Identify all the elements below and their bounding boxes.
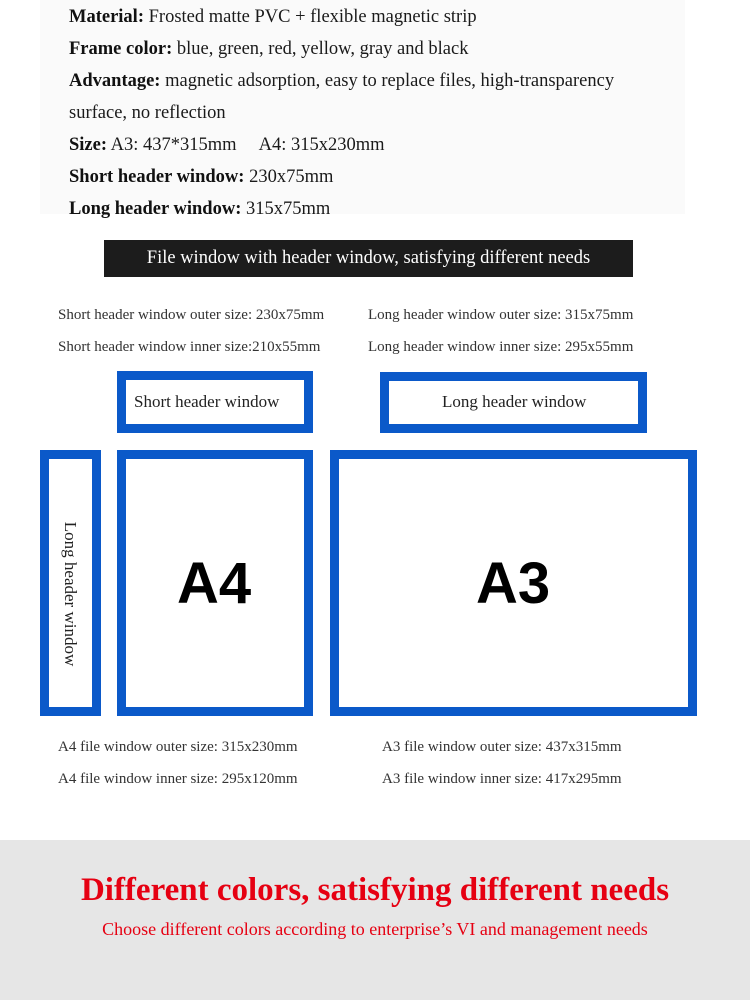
- long-header-window-label: Long header window: [442, 392, 587, 411]
- colors-section-title: Different colors, satisfying different needs: [80, 872, 670, 908]
- spec-value: 315x75mm: [241, 199, 331, 219]
- spec-label: Long header window:: [69, 199, 242, 219]
- spec-long-header: [69, 197, 330, 221]
- a3-size-label: A3: [476, 551, 551, 616]
- section-banner: File window with header window, satisfying different needs: [104, 240, 633, 277]
- a4-size-label: A4: [177, 551, 252, 616]
- spec-value: blue, green, red, yellow, gray and black: [172, 39, 469, 59]
- a4-inner-size: A4 file window inner size: 295x120mm: [58, 771, 298, 787]
- a3-inner-size: A3 file window inner size: 417x295mm: [382, 771, 622, 787]
- spec-label: Frame color:: [69, 39, 173, 59]
- spec-value: Frosted matte PVC + flexible magnetic strip: [144, 7, 477, 27]
- long-header-inner-size: Long header window inner size: 295x55mm: [368, 339, 634, 355]
- short-header-inner-size: Short header window inner size:210x55mm: [58, 339, 321, 355]
- spec-label: Short header window:: [69, 167, 245, 187]
- short-header-outer-size: Short header window outer size: 230x75mm: [58, 307, 325, 323]
- spec-advantage: [69, 69, 614, 93]
- short-header-window-label: Short header window: [134, 392, 280, 411]
- a4-outer-size: A4 file window outer size: 315x230mm: [58, 739, 298, 755]
- spec-frame-color: [69, 37, 468, 61]
- spec-label: Size:: [69, 135, 108, 155]
- spec-value: surface, no reflection: [69, 103, 226, 123]
- a3-outer-size: A3 file window outer size: 437x315mm: [382, 739, 622, 755]
- colors-section-subtitle: Choose different colors according to enterprise’s VI and management needs: [102, 919, 648, 939]
- long-header-outer-size: Long header window outer size: 315x75mm: [368, 307, 634, 323]
- spec-label: Advantage:: [69, 71, 161, 91]
- spec-short-header: [69, 165, 333, 189]
- spec-advantage-continued: [69, 101, 226, 125]
- spec-value: magnetic adsorption, easy to replace files, high-transparency: [160, 71, 615, 91]
- spec-value: A3: 437*315mm A4: 315x230mm: [107, 135, 385, 155]
- vertical-header-window-label: Long header window: [61, 521, 80, 667]
- spec-material: [69, 5, 477, 29]
- spec-value: 230x75mm: [244, 167, 334, 187]
- spec-label: Material:: [69, 7, 144, 27]
- spec-size: [69, 133, 385, 157]
